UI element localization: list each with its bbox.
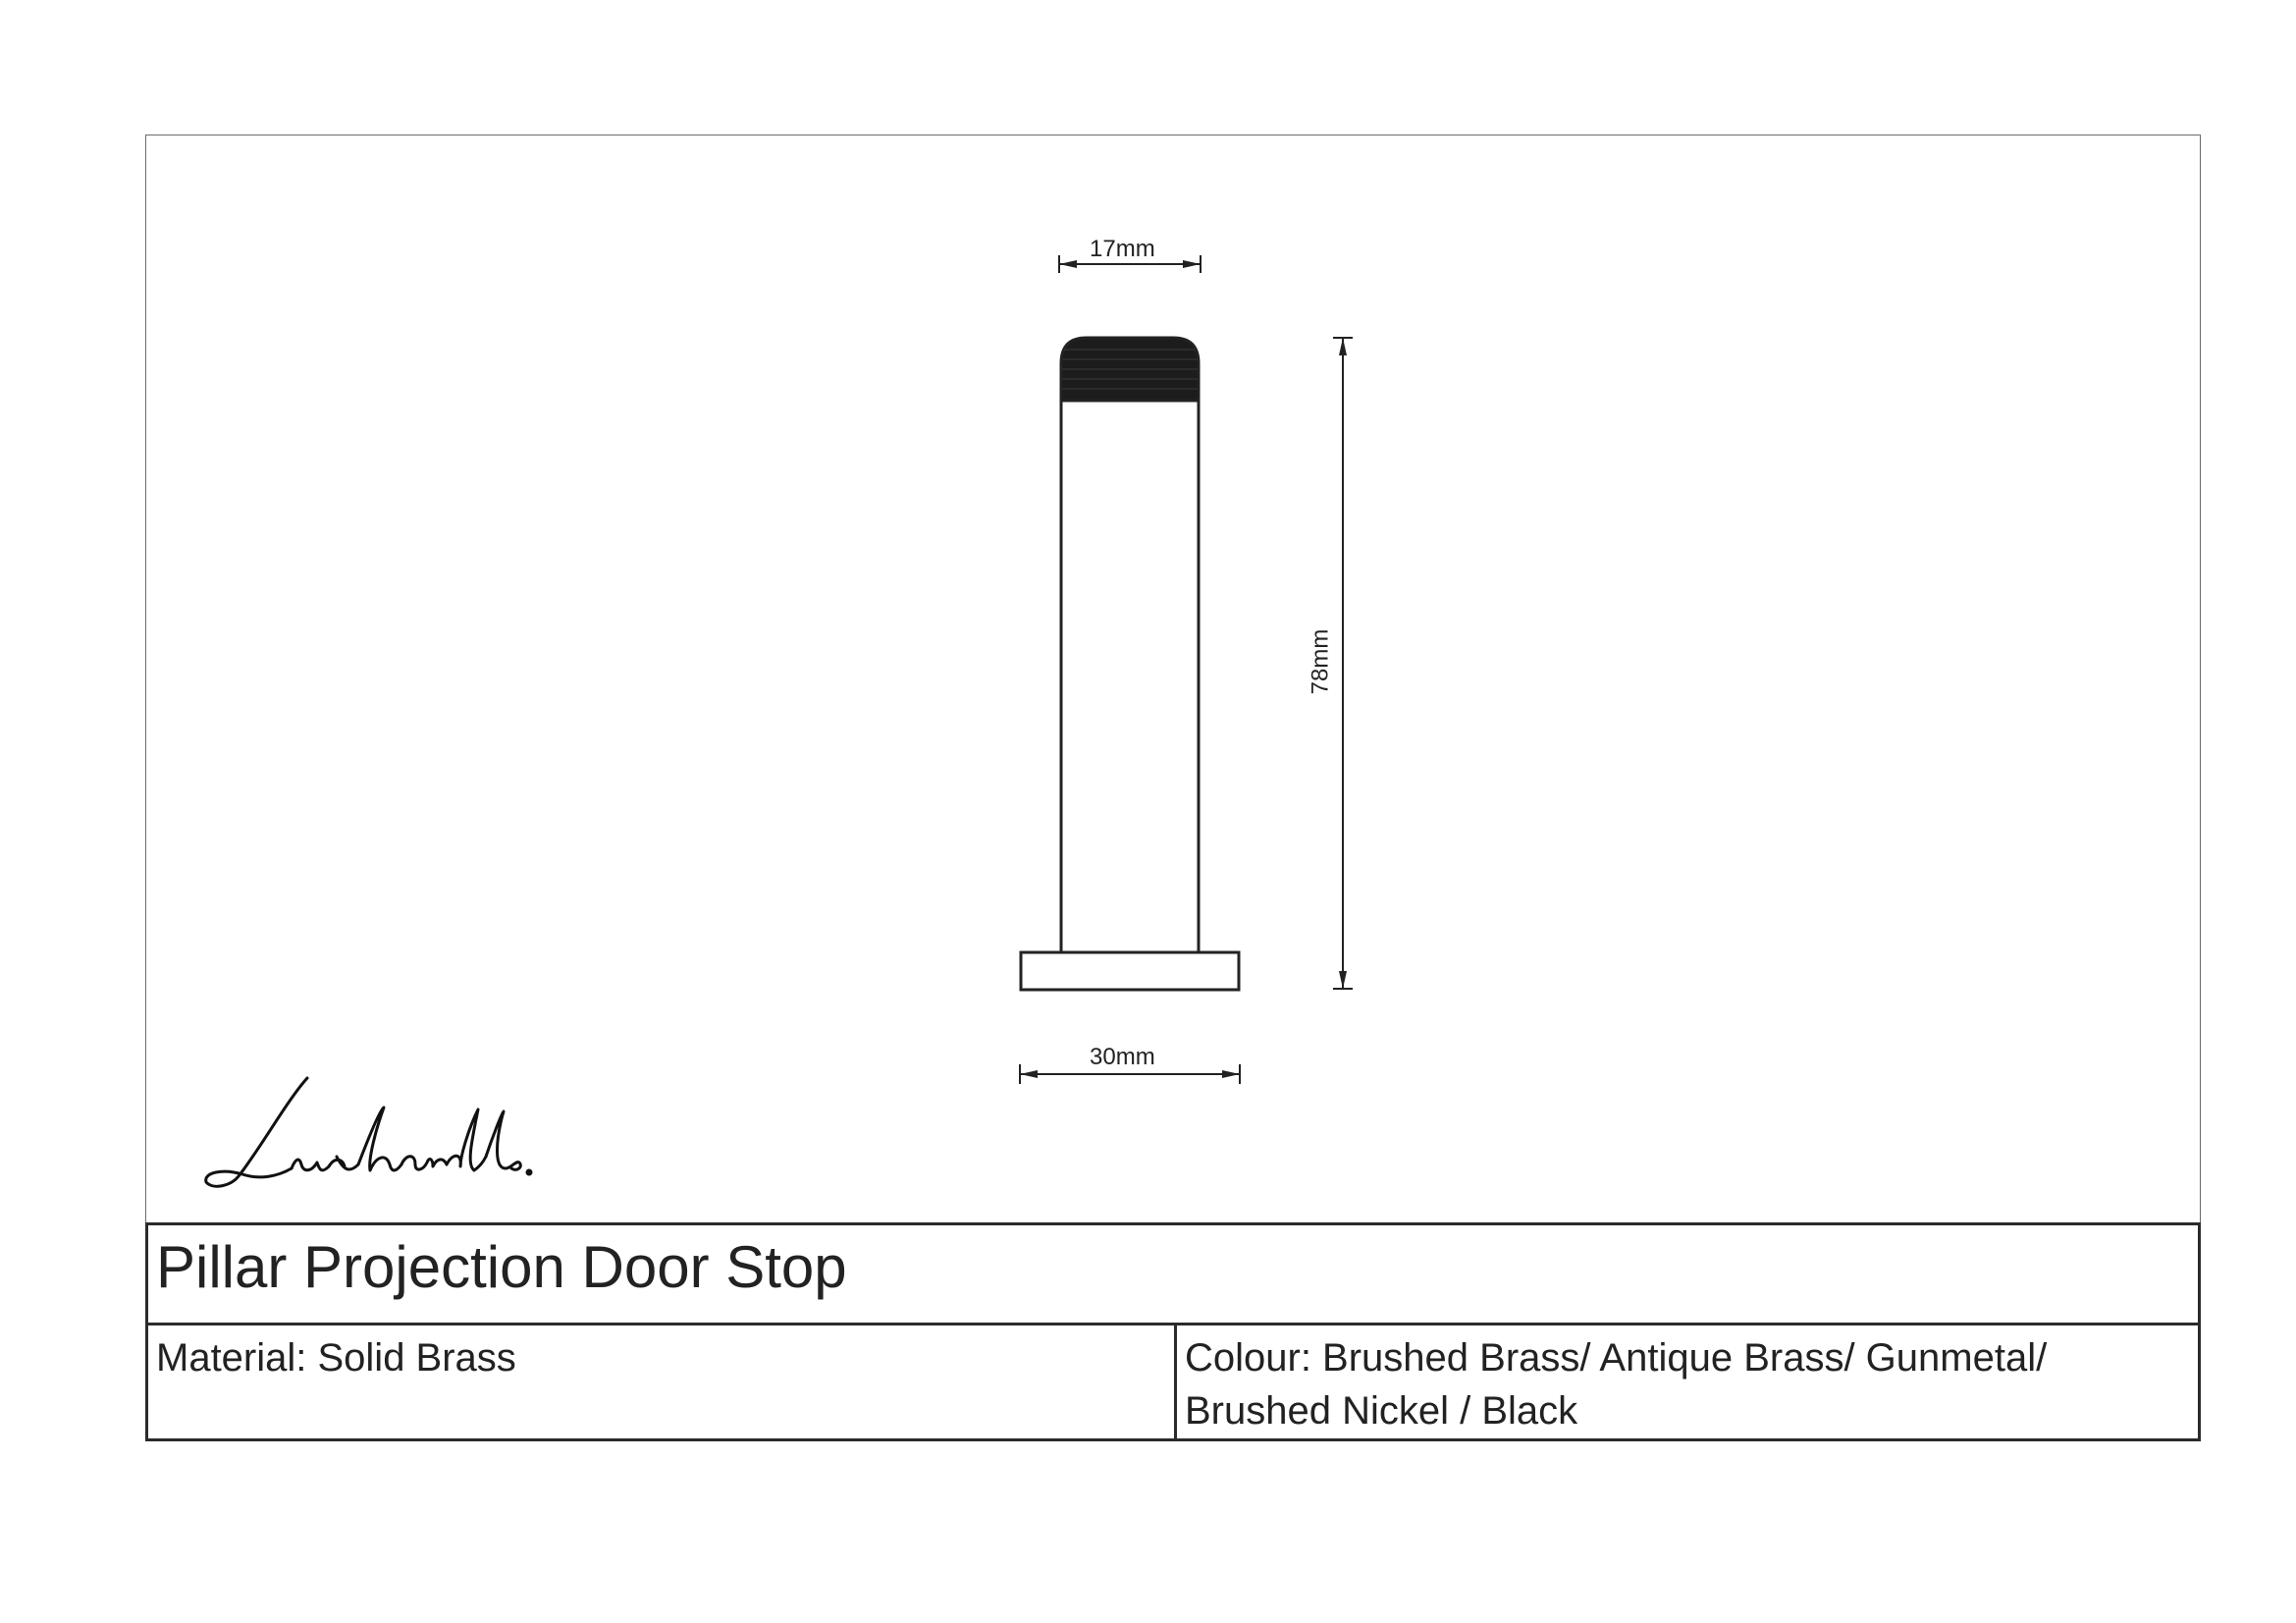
product-title: Pillar Projection Door Stop	[156, 1234, 847, 1300]
title-block	[145, 1222, 2201, 1441]
colour-line-2: Brushed Nickel / Black	[1185, 1389, 1578, 1433]
colour-text	[1185, 1331, 2047, 1437]
material-text: Material: Solid Brass	[156, 1336, 516, 1380]
base-width-label: 30mm	[1090, 1044, 1155, 1070]
base-plate	[1021, 952, 1239, 990]
colour-line-1: Colour: Brushed Brass/ Antique Brass/ Gunmetal/	[1185, 1336, 2048, 1380]
top-width-label: 17mm	[1090, 236, 1155, 262]
height-label: 78mm	[1307, 628, 1334, 695]
luxhandles-signature-logo	[201, 1070, 535, 1198]
title-row	[148, 1225, 2198, 1325]
door-stop-elevation	[1021, 338, 1239, 990]
material-cell	[148, 1325, 1177, 1438]
colour-cell	[1177, 1325, 2198, 1438]
